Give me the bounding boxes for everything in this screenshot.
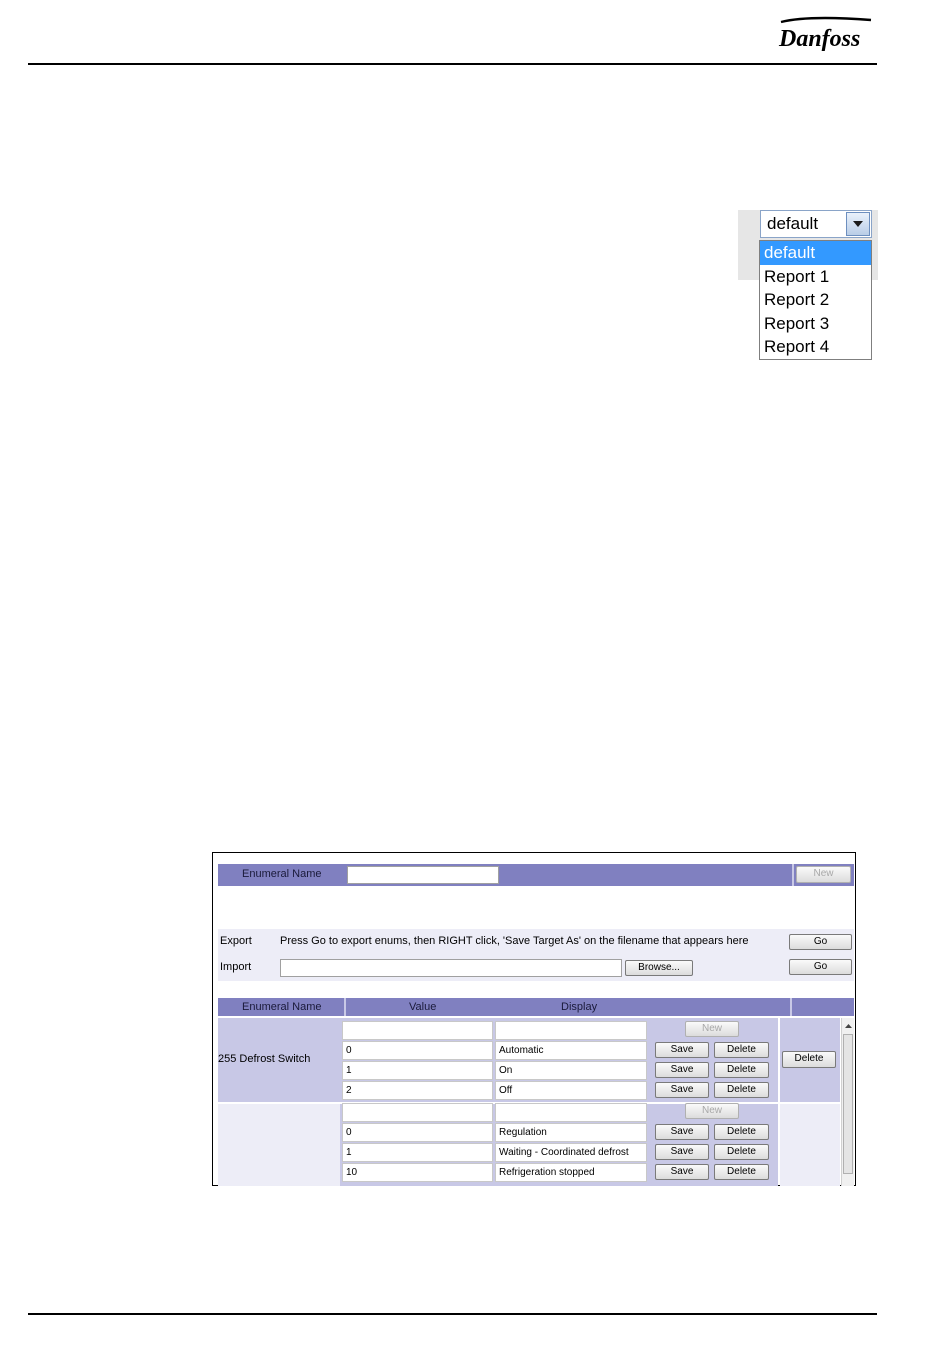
new-row-button[interactable]: New: [685, 1103, 739, 1119]
dropdown-option[interactable]: Report 1: [764, 266, 830, 286]
new-value-input[interactable]: [342, 1103, 493, 1122]
save-button[interactable]: Save: [655, 1042, 709, 1058]
save-button[interactable]: Save: [655, 1144, 709, 1160]
scroll-up-icon[interactable]: [843, 1021, 854, 1031]
browse-button[interactable]: Browse...: [625, 960, 693, 976]
dropdown-toggle-button[interactable]: [846, 212, 870, 236]
enumeral-name-input[interactable]: [347, 866, 499, 884]
footer-rule: [28, 1313, 877, 1315]
save-button[interactable]: Save: [655, 1164, 709, 1180]
dropdown-option[interactable]: default: [760, 241, 871, 265]
display-cell[interactable]: Waiting - Coordinated defrost: [495, 1143, 647, 1162]
value-cell[interactable]: 1: [342, 1061, 493, 1080]
import-label: Import: [220, 961, 252, 973]
group-name: 255 Defrost Switch: [218, 1053, 311, 1065]
delete-button[interactable]: Delete: [714, 1082, 769, 1098]
save-button[interactable]: Save: [655, 1062, 709, 1078]
enumeral-name-label: Enumeral Name: [242, 868, 322, 880]
column-header-display: Display: [561, 1001, 598, 1013]
group-action-cell: [780, 1104, 840, 1186]
display-cell[interactable]: Off: [495, 1081, 647, 1100]
report-select[interactable]: [760, 210, 872, 238]
export-go-button[interactable]: Go: [789, 934, 852, 950]
delete-button[interactable]: Delete: [714, 1144, 769, 1160]
delete-button[interactable]: Delete: [714, 1124, 769, 1140]
chevron-down-icon: [853, 221, 863, 227]
delete-button[interactable]: Delete: [714, 1164, 769, 1180]
value-cell[interactable]: 1: [342, 1143, 493, 1162]
scrollbar-thumb[interactable]: [843, 1034, 853, 1174]
delete-button[interactable]: Delete: [714, 1062, 769, 1078]
import-file-input[interactable]: [280, 959, 622, 977]
display-cell[interactable]: On: [495, 1061, 647, 1080]
display-cell[interactable]: Regulation: [495, 1123, 647, 1142]
import-go-button[interactable]: Go: [789, 959, 852, 975]
column-header-value: Value: [409, 1001, 437, 1013]
export-label: Export: [220, 935, 252, 947]
display-cell[interactable]: Refrigeration stopped: [495, 1163, 647, 1182]
save-button[interactable]: Save: [655, 1124, 709, 1140]
export-instruction: Press Go to export enums, then RIGHT click, 'Save Target As' on the filename that appears here: [280, 935, 749, 947]
delete-group-button[interactable]: Delete: [782, 1051, 836, 1068]
delete-button[interactable]: Delete: [714, 1042, 769, 1058]
new-display-input[interactable]: [495, 1021, 647, 1040]
table-scrollbar[interactable]: [841, 1018, 854, 1186]
group-name-cell: [218, 1104, 340, 1186]
header-rule: [28, 63, 877, 65]
value-cell[interactable]: 0: [342, 1041, 493, 1060]
new-enumeral-button[interactable]: New: [796, 866, 851, 883]
header-divider: [790, 998, 792, 1016]
value-cell[interactable]: 2: [342, 1081, 493, 1100]
save-button[interactable]: Save: [655, 1082, 709, 1098]
report-select-value: default: [767, 214, 819, 233]
dropdown-option[interactable]: Report 4: [764, 337, 830, 356]
header-divider: [344, 998, 346, 1016]
new-row-button[interactable]: New: [685, 1021, 739, 1037]
dropdown-option[interactable]: Report 3: [764, 313, 830, 333]
dropdown-option[interactable]: Report 2: [764, 290, 830, 309]
column-header-enumeral-name: Enumeral Name: [242, 1001, 322, 1013]
display-cell[interactable]: Automatic: [495, 1041, 647, 1060]
report-dropdown-list: [759, 240, 872, 360]
danfoss-logo: [775, 14, 875, 54]
svg-text:Danfoss: Danfoss: [779, 26, 861, 52]
bar-divider: [792, 864, 794, 886]
value-cell[interactable]: 10: [342, 1163, 493, 1182]
new-display-input[interactable]: [495, 1103, 647, 1122]
value-cell[interactable]: 0: [342, 1123, 493, 1142]
new-value-input[interactable]: [342, 1021, 493, 1040]
